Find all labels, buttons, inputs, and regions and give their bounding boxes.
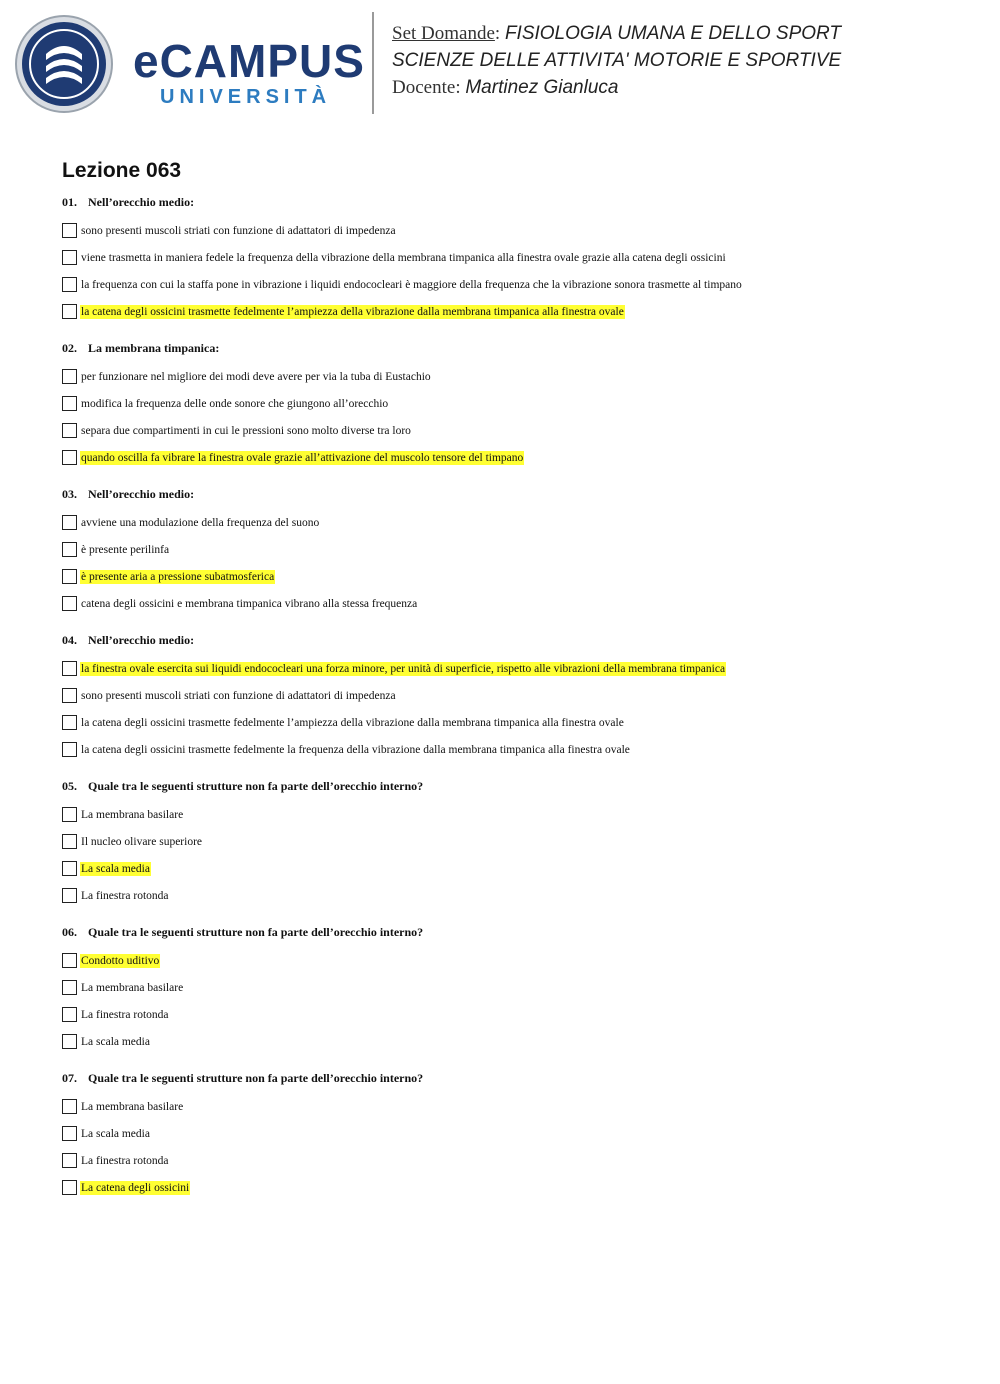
question-6 xyxy=(62,922,962,1055)
answer-option[interactable] xyxy=(62,1093,962,1120)
answer-checkbox[interactable] xyxy=(62,980,77,995)
answer-option[interactable] xyxy=(62,417,962,444)
question-heading xyxy=(62,338,962,358)
answer-checkbox[interactable] xyxy=(62,542,77,557)
question-5 xyxy=(62,776,962,909)
course-line-2 xyxy=(392,47,841,74)
answer-text: la catena degli ossicini trasmette fedelmente la frequenza della vibrazione dalla membrana timpanica alla finestra ovale xyxy=(81,743,630,756)
answer-checkbox[interactable] xyxy=(62,1034,77,1049)
answer-checkbox[interactable] xyxy=(62,1007,77,1022)
answer-option[interactable] xyxy=(62,536,962,563)
question-number: 06. xyxy=(62,925,77,939)
answer-option[interactable] xyxy=(62,271,962,298)
answer-text: modifica la frequenza delle onde sonore che giungono all’orecchio xyxy=(81,397,389,410)
answer-checkbox[interactable] xyxy=(62,1153,77,1168)
answer-text: sono presenti muscoli striati con funzione di adattatori di impedenza xyxy=(81,224,396,237)
answer-text-highlighted: Condotto uditivo xyxy=(81,954,160,967)
answer-checkbox[interactable] xyxy=(62,369,77,384)
answer-checkbox[interactable] xyxy=(62,423,77,438)
answer-checkbox[interactable] xyxy=(62,396,77,411)
answer-option[interactable] xyxy=(62,682,962,709)
answer-text: Il nucleo olivare superiore xyxy=(81,835,203,848)
answer-checkbox[interactable] xyxy=(62,861,77,876)
question-heading xyxy=(62,1068,962,1088)
answer-option[interactable] xyxy=(62,217,962,244)
teacher-label: Docente xyxy=(392,77,456,98)
answer-checkbox[interactable] xyxy=(62,515,77,530)
answer-checkbox[interactable] xyxy=(62,807,77,822)
answer-option[interactable] xyxy=(62,509,962,536)
answer-text: la frequenza con cui la staffa pone in vibrazione i liquidi endococleari è maggiore della frequenza che la vibrazione sonora trasmette al timpano xyxy=(81,278,742,291)
answer-checkbox[interactable] xyxy=(62,596,77,611)
answer-checkbox[interactable] xyxy=(62,1180,77,1195)
answer-checkbox[interactable] xyxy=(62,715,77,730)
course-info xyxy=(392,20,841,101)
question-number: 02. xyxy=(62,341,77,355)
answer-text: La membrana basilare xyxy=(81,1100,184,1113)
question-number: 05. xyxy=(62,779,77,793)
answer-text: separa due compartimenti in cui le pressioni sono molto diverse tra loro xyxy=(81,424,411,437)
answer-checkbox[interactable] xyxy=(62,1099,77,1114)
ecampus-logo-emblem-icon xyxy=(14,14,114,114)
question-heading xyxy=(62,484,962,504)
answer-text-highlighted: la finestra ovale esercita sui liquidi endococleari una forza minore, per unità di superficie, rispetto alle vibrazioni della membrana timpanica xyxy=(81,662,726,675)
set-label: Set Domande xyxy=(392,23,495,44)
question-text: Quale tra le seguenti strutture non fa parte dell’orecchio interno? xyxy=(88,779,424,793)
answer-text: La membrana basilare xyxy=(81,808,184,821)
question-text: Quale tra le seguenti strutture non fa parte dell’orecchio interno? xyxy=(88,925,424,939)
answer-checkbox[interactable] xyxy=(62,953,77,968)
subject-2: SCIENZE DELLE ATTIVITA' MOTORIE E SPORTIVE xyxy=(392,50,842,71)
answer-option[interactable] xyxy=(62,1001,962,1028)
answer-checkbox[interactable] xyxy=(62,688,77,703)
answer-text: La finestra rotonda xyxy=(81,889,169,902)
question-number: 07. xyxy=(62,1071,77,1085)
answer-option[interactable] xyxy=(62,855,962,882)
question-text: Nell’orecchio medio: xyxy=(88,487,195,501)
answer-checkbox[interactable] xyxy=(62,1126,77,1141)
answer-text: è presente perilinfa xyxy=(81,543,170,556)
answer-checkbox[interactable] xyxy=(62,742,77,757)
question-heading xyxy=(62,776,962,796)
answer-text-highlighted: la catena degli ossicini trasmette fedelmente l’ampiezza della vibrazione dalla membrana timpanica alla finestra ovale xyxy=(81,305,624,318)
logo-subtitle: UNIVERSITÀ xyxy=(160,86,332,108)
answer-text: La membrana basilare xyxy=(81,981,184,994)
answer-option[interactable] xyxy=(62,736,962,763)
answer-option[interactable] xyxy=(62,298,962,325)
question-text: La membrana timpanica: xyxy=(88,341,220,355)
answer-option[interactable] xyxy=(62,828,962,855)
answer-option[interactable] xyxy=(62,244,962,271)
answer-text-highlighted: La scala media xyxy=(81,862,150,875)
answer-text: sono presenti muscoli striati con funzione di adattatori di impedenza xyxy=(81,689,396,702)
answer-checkbox[interactable] xyxy=(62,450,77,465)
answer-checkbox[interactable] xyxy=(62,569,77,584)
answer-option[interactable] xyxy=(62,1120,962,1147)
answer-checkbox[interactable] xyxy=(62,661,77,676)
answer-checkbox[interactable] xyxy=(62,223,77,238)
answer-checkbox[interactable] xyxy=(62,888,77,903)
answer-text: per funzionare nel migliore dei modi deve avere per via la tuba di Eustachio xyxy=(81,370,431,383)
answer-option[interactable] xyxy=(62,563,962,590)
answer-checkbox[interactable] xyxy=(62,250,77,265)
question-number: 03. xyxy=(62,487,77,501)
answer-option[interactable] xyxy=(62,709,962,736)
answer-text-highlighted: quando oscilla fa vibrare la finestra ovale grazie all’attivazione del muscolo tensore del timpano xyxy=(81,451,524,464)
question-heading xyxy=(62,630,962,650)
question-heading xyxy=(62,922,962,942)
answer-option[interactable] xyxy=(62,363,962,390)
lesson-title: Lezione 063 xyxy=(62,159,182,182)
answer-text-highlighted: è presente aria a pressione subatmosferica xyxy=(81,570,275,583)
answer-option[interactable] xyxy=(62,882,962,909)
answer-checkbox[interactable] xyxy=(62,277,77,292)
answer-checkbox[interactable] xyxy=(62,304,77,319)
answer-checkbox[interactable] xyxy=(62,834,77,849)
answer-option[interactable] xyxy=(62,1147,962,1174)
logo-wordmark: eCAMPUS xyxy=(133,35,365,87)
answer-option[interactable] xyxy=(62,801,962,828)
answer-option[interactable] xyxy=(62,974,962,1001)
question-7 xyxy=(62,1068,962,1201)
answer-text: la catena degli ossicini trasmette fedelmente l’ampiezza della vibrazione dalla membrana timpanica alla finestra ovale xyxy=(81,716,624,729)
answer-option[interactable] xyxy=(62,655,962,682)
answer-option[interactable] xyxy=(62,1028,962,1055)
page-header xyxy=(0,0,1000,130)
answer-option[interactable] xyxy=(62,947,962,974)
answer-text: viene trasmetta in maniera fedele la frequenza della vibrazione della membrana timpanica alla finestra ovale grazie alla catena degli ossicini xyxy=(81,251,726,264)
header-divider xyxy=(372,12,374,114)
answer-text: catena degli ossicini e membrana timpanica vibrano alla stessa frequenza xyxy=(81,597,418,610)
answer-text: La finestra rotonda xyxy=(81,1008,169,1021)
question-1 xyxy=(62,192,962,325)
answer-text: La finestra rotonda xyxy=(81,1154,169,1167)
question-number: 01. xyxy=(62,195,77,209)
question-text: Nell’orecchio medio: xyxy=(88,195,195,209)
question-list xyxy=(62,192,962,1201)
answer-text: La scala media xyxy=(81,1035,150,1048)
answer-option[interactable] xyxy=(62,1174,962,1201)
answer-text: avviene una modulazione della frequenza del suono xyxy=(81,516,320,529)
course-line-3: Docente: Martinez Gianluca xyxy=(392,77,619,98)
question-4 xyxy=(62,630,962,763)
question-text: Nell’orecchio medio: xyxy=(88,633,195,647)
question-set xyxy=(62,158,962,1214)
answer-text-highlighted: La catena degli ossicini xyxy=(81,1181,190,1194)
subject-1: FISIOLOGIA UMANA E DELLO SPORT xyxy=(504,23,842,44)
question-3 xyxy=(62,484,962,617)
course-line-1: Set Domande: FISIOLOGIA UMANA E DELLO SPORT xyxy=(392,23,842,44)
answer-option[interactable] xyxy=(62,590,962,617)
question-text: Quale tra le seguenti strutture non fa parte dell’orecchio interno? xyxy=(88,1071,424,1085)
answer-text: La scala media xyxy=(81,1127,150,1140)
question-2 xyxy=(62,338,962,471)
teacher-name: Martinez Gianluca xyxy=(465,77,619,98)
question-number: 04. xyxy=(62,633,77,647)
question-heading xyxy=(62,192,962,212)
answer-option[interactable] xyxy=(62,390,962,417)
answer-option[interactable] xyxy=(62,444,962,471)
